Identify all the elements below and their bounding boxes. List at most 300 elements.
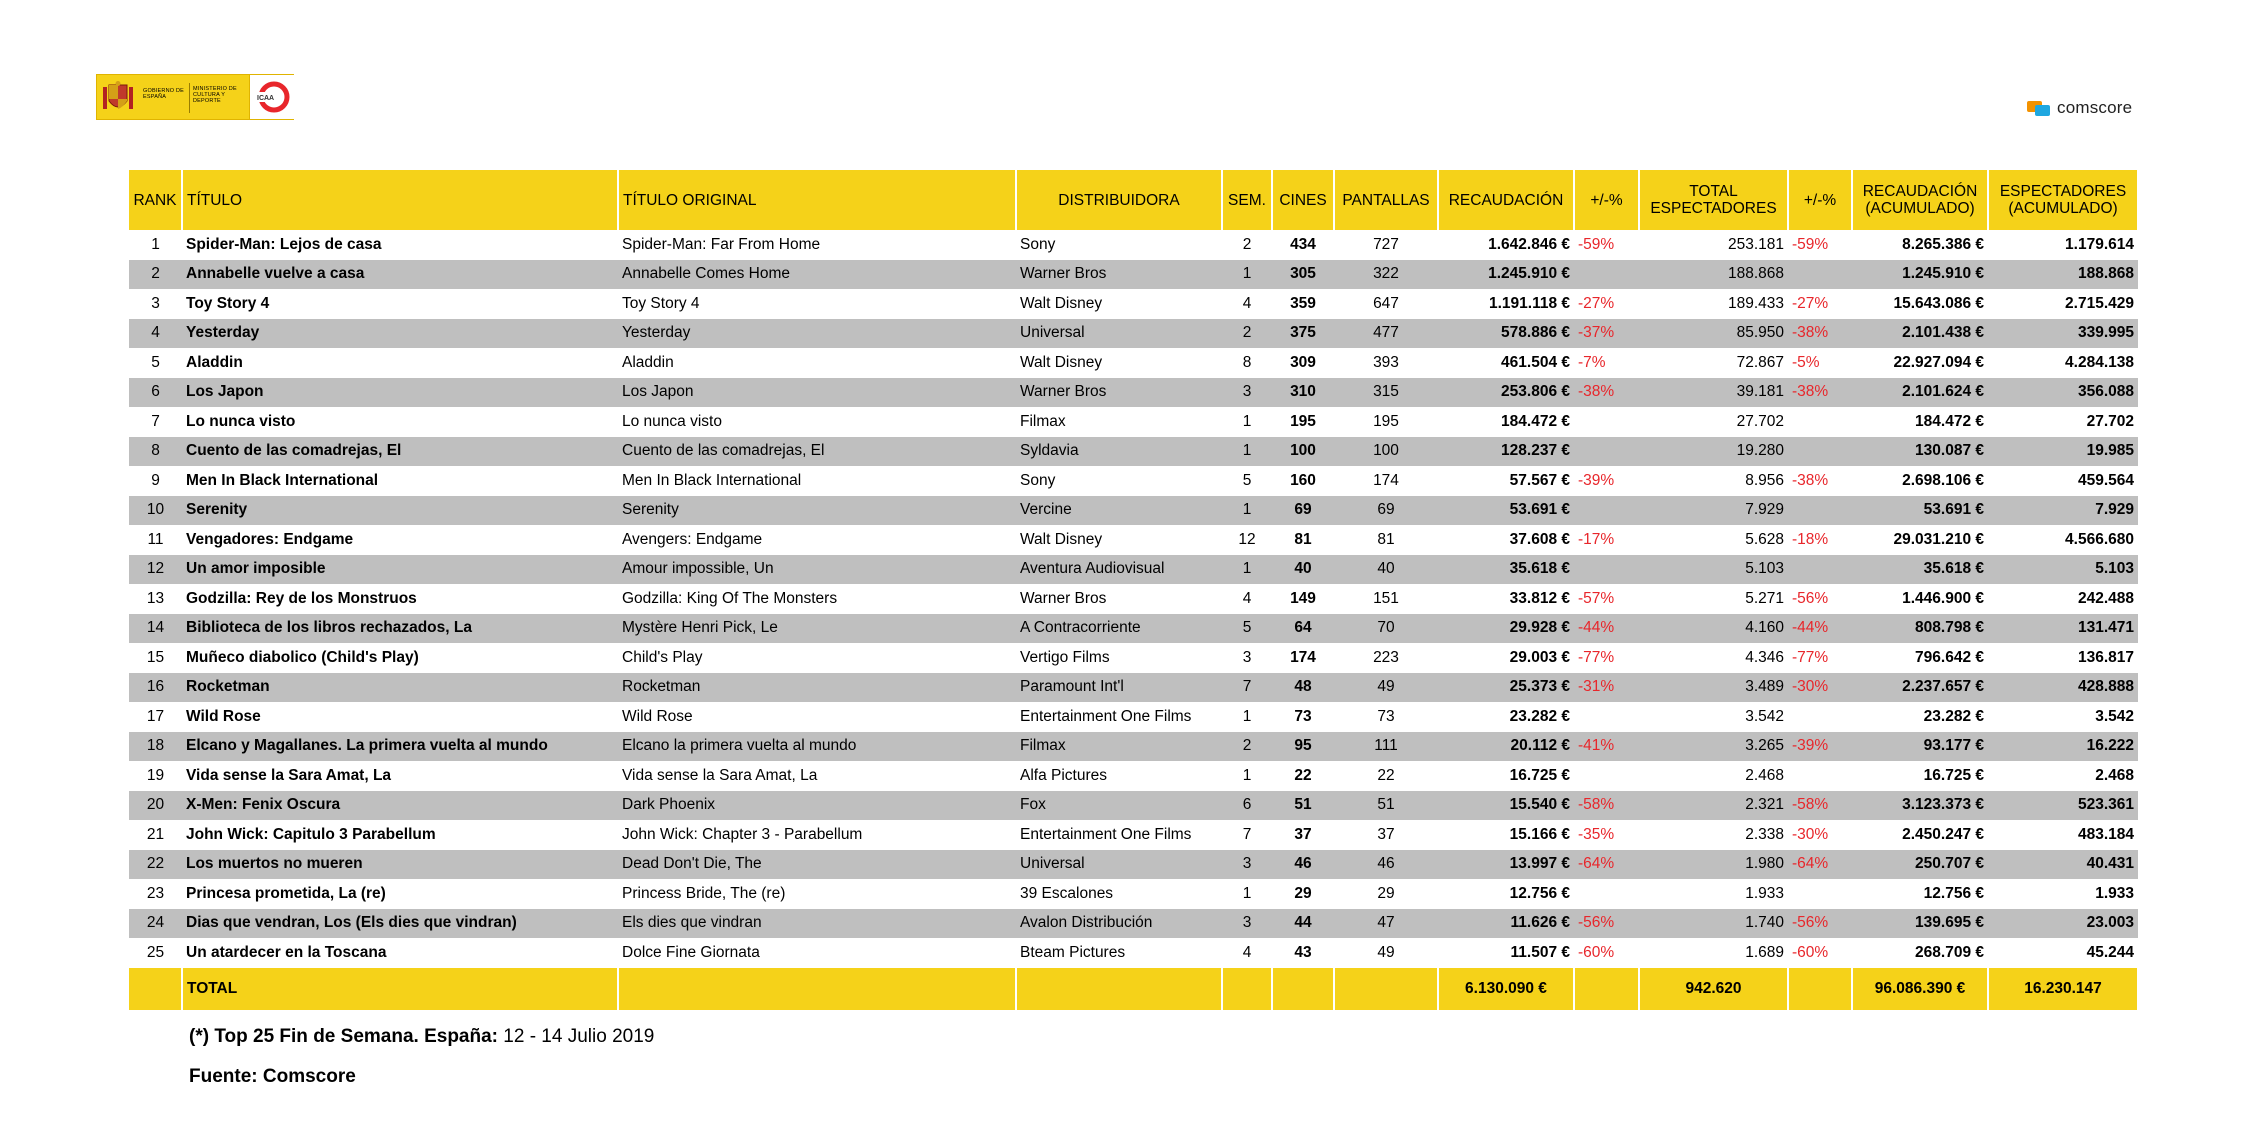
cell-rank: 4 bbox=[129, 319, 182, 349]
cell-weeks: 4 bbox=[1222, 938, 1272, 968]
col-header-screens: PANTALLAS bbox=[1334, 170, 1438, 230]
cell-rank: 14 bbox=[129, 614, 182, 644]
table-row bbox=[129, 614, 2138, 644]
cell-admissions-cumulative: 131.471 bbox=[1988, 614, 2138, 644]
cell-cinemas: 309 bbox=[1272, 348, 1334, 378]
table-row bbox=[129, 496, 2138, 526]
cell-rank: 16 bbox=[129, 673, 182, 703]
table-row bbox=[129, 879, 2138, 909]
comscore-logo bbox=[2027, 97, 2132, 119]
cell-gross-change: -41% bbox=[1574, 732, 1639, 762]
cell-gross-change: -57% bbox=[1574, 584, 1639, 614]
cell-original-title: Serenity bbox=[618, 496, 1016, 526]
table-row bbox=[129, 820, 2138, 850]
cell-rank: 12 bbox=[129, 555, 182, 585]
table-row bbox=[129, 702, 2138, 732]
cell-admissions-cumulative: 1.933 bbox=[1988, 879, 2138, 909]
total-cell-empty bbox=[618, 968, 1016, 1010]
cell-admissions-change: -27% bbox=[1788, 289, 1852, 319]
cell-admissions-cumulative: 19.985 bbox=[1988, 437, 2138, 467]
cell-admissions-change bbox=[1788, 407, 1852, 437]
total-label: TOTAL bbox=[182, 968, 618, 1010]
cell-gross-cumulative: 2.450.247 € bbox=[1852, 820, 1988, 850]
cell-weeks: 1 bbox=[1222, 407, 1272, 437]
cell-admissions: 1.980 bbox=[1639, 850, 1788, 880]
government-label: GOBIERNO DE ESPAÑA bbox=[143, 88, 185, 100]
cell-original-title: Vida sense la Sara Amat, La bbox=[618, 761, 1016, 791]
cell-original-title: Dolce Fine Giornata bbox=[618, 938, 1016, 968]
cell-admissions-cumulative: 5.103 bbox=[1988, 555, 2138, 585]
cell-distributor: Warner Bros bbox=[1016, 260, 1222, 290]
cell-gross: 33.812 € bbox=[1438, 584, 1574, 614]
cell-screens: 46 bbox=[1334, 850, 1438, 880]
cell-weeks: 1 bbox=[1222, 260, 1272, 290]
cell-title: Muñeco diabolico (Child's Play) bbox=[182, 643, 618, 673]
cell-admissions-cumulative: 1.179.614 bbox=[1988, 230, 2138, 260]
cell-weeks: 1 bbox=[1222, 879, 1272, 909]
cell-admissions: 189.433 bbox=[1639, 289, 1788, 319]
total-cell-empty bbox=[1574, 968, 1639, 1010]
cell-admissions: 5.103 bbox=[1639, 555, 1788, 585]
cell-distributor: Walt Disney bbox=[1016, 348, 1222, 378]
cell-screens: 49 bbox=[1334, 938, 1438, 968]
total-admissions: 942.620 bbox=[1639, 968, 1788, 1010]
cell-cinemas: 160 bbox=[1272, 466, 1334, 496]
table-row bbox=[129, 466, 2138, 496]
cell-gross-change: -58% bbox=[1574, 791, 1639, 821]
cell-cinemas: 51 bbox=[1272, 791, 1334, 821]
cell-weeks: 3 bbox=[1222, 850, 1272, 880]
cell-distributor: Sony bbox=[1016, 466, 1222, 496]
cell-screens: 22 bbox=[1334, 761, 1438, 791]
cell-gross-cumulative: 53.691 € bbox=[1852, 496, 1988, 526]
cell-original-title: Child's Play bbox=[618, 643, 1016, 673]
cell-admissions: 5.628 bbox=[1639, 525, 1788, 555]
cell-gross-cumulative: 2.101.438 € bbox=[1852, 319, 1988, 349]
cell-admissions: 3.489 bbox=[1639, 673, 1788, 703]
cell-distributor: Paramount Int'l bbox=[1016, 673, 1222, 703]
cell-admissions: 4.346 bbox=[1639, 643, 1788, 673]
cell-cinemas: 195 bbox=[1272, 407, 1334, 437]
cell-gross: 13.997 € bbox=[1438, 850, 1574, 880]
cell-gross-cumulative: 2.698.106 € bbox=[1852, 466, 1988, 496]
cell-admissions: 5.271 bbox=[1639, 584, 1788, 614]
cell-gross: 11.626 € bbox=[1438, 909, 1574, 939]
cell-gross-change bbox=[1574, 437, 1639, 467]
cell-gross-change: -59% bbox=[1574, 230, 1639, 260]
cell-original-title: Princess Bride, The (re) bbox=[618, 879, 1016, 909]
cell-screens: 37 bbox=[1334, 820, 1438, 850]
cell-cinemas: 29 bbox=[1272, 879, 1334, 909]
cell-gross-cumulative: 22.927.094 € bbox=[1852, 348, 1988, 378]
cell-screens: 49 bbox=[1334, 673, 1438, 703]
cell-distributor: Universal bbox=[1016, 319, 1222, 349]
cell-gross-cumulative: 35.618 € bbox=[1852, 555, 1988, 585]
cell-rank: 21 bbox=[129, 820, 182, 850]
cell-distributor: Warner Bros bbox=[1016, 584, 1222, 614]
table-row bbox=[129, 732, 2138, 762]
cell-admissions: 2.468 bbox=[1639, 761, 1788, 791]
cell-admissions: 8.956 bbox=[1639, 466, 1788, 496]
cell-gross: 53.691 € bbox=[1438, 496, 1574, 526]
cell-admissions-change: -64% bbox=[1788, 850, 1852, 880]
cell-screens: 223 bbox=[1334, 643, 1438, 673]
cell-gross: 578.886 € bbox=[1438, 319, 1574, 349]
cell-screens: 47 bbox=[1334, 909, 1438, 939]
cell-admissions-change: -56% bbox=[1788, 584, 1852, 614]
comscore-wordmark: comscore bbox=[2057, 98, 2133, 117]
cell-gross-change bbox=[1574, 496, 1639, 526]
cell-screens: 174 bbox=[1334, 466, 1438, 496]
footnote bbox=[189, 1026, 654, 1048]
cell-admissions: 3.265 bbox=[1639, 732, 1788, 762]
cell-title: Biblioteca de los libros rechazados, La bbox=[182, 614, 618, 644]
cell-weeks: 3 bbox=[1222, 378, 1272, 408]
cell-gross-change: -38% bbox=[1574, 378, 1639, 408]
col-header-admissions-change: +/-% bbox=[1788, 170, 1852, 230]
cell-admissions-change: -44% bbox=[1788, 614, 1852, 644]
cell-distributor: Vertigo Films bbox=[1016, 643, 1222, 673]
ministry-label: MINISTERIO DE CULTURA Y DEPORTE bbox=[193, 86, 237, 104]
cell-distributor: Vercine bbox=[1016, 496, 1222, 526]
cell-gross-cumulative: 1.245.910 € bbox=[1852, 260, 1988, 290]
cell-distributor: Filmax bbox=[1016, 732, 1222, 762]
cell-admissions-change bbox=[1788, 761, 1852, 791]
table-row bbox=[129, 260, 2138, 290]
cell-rank: 7 bbox=[129, 407, 182, 437]
cell-gross: 461.504 € bbox=[1438, 348, 1574, 378]
cell-distributor: Bteam Pictures bbox=[1016, 938, 1222, 968]
cell-cinemas: 69 bbox=[1272, 496, 1334, 526]
cell-gross-cumulative: 2.237.657 € bbox=[1852, 673, 1988, 703]
cell-screens: 81 bbox=[1334, 525, 1438, 555]
footnote-label: (*) Top 25 Fin de Semana. España: bbox=[189, 1026, 498, 1047]
cell-rank: 18 bbox=[129, 732, 182, 762]
cell-title: Men In Black International bbox=[182, 466, 618, 496]
cell-gross-change bbox=[1574, 879, 1639, 909]
cell-gross: 253.806 € bbox=[1438, 378, 1574, 408]
cell-distributor: A Contracorriente bbox=[1016, 614, 1222, 644]
icaa-icon bbox=[254, 79, 290, 115]
ministry-logo bbox=[96, 74, 294, 120]
col-header-weeks: SEM. bbox=[1222, 170, 1272, 230]
cell-weeks: 1 bbox=[1222, 437, 1272, 467]
table-row bbox=[129, 791, 2138, 821]
cell-weeks: 1 bbox=[1222, 702, 1272, 732]
cell-admissions-change bbox=[1788, 260, 1852, 290]
cell-gross-change: -44% bbox=[1574, 614, 1639, 644]
cell-gross: 29.003 € bbox=[1438, 643, 1574, 673]
cell-admissions: 2.338 bbox=[1639, 820, 1788, 850]
table-row bbox=[129, 407, 2138, 437]
cell-admissions-change: -58% bbox=[1788, 791, 1852, 821]
col-header-cinemas: CINES bbox=[1272, 170, 1334, 230]
cell-admissions-change bbox=[1788, 702, 1852, 732]
cell-gross-cumulative: 268.709 € bbox=[1852, 938, 1988, 968]
cell-rank: 13 bbox=[129, 584, 182, 614]
cell-admissions-cumulative: 459.564 bbox=[1988, 466, 2138, 496]
cell-gross-change: -64% bbox=[1574, 850, 1639, 880]
cell-weeks: 4 bbox=[1222, 584, 1272, 614]
cell-title: Vengadores: Endgame bbox=[182, 525, 618, 555]
cell-title: Serenity bbox=[182, 496, 618, 526]
cell-screens: 29 bbox=[1334, 879, 1438, 909]
cell-original-title: Amour impossible, Un bbox=[618, 555, 1016, 585]
cell-admissions-cumulative: 3.542 bbox=[1988, 702, 2138, 732]
cell-title: Los muertos no mueren bbox=[182, 850, 618, 880]
cell-screens: 73 bbox=[1334, 702, 1438, 732]
cell-title: Princesa prometida, La (re) bbox=[182, 879, 618, 909]
cell-admissions: 4.160 bbox=[1639, 614, 1788, 644]
cell-original-title: Cuento de las comadrejas, El bbox=[618, 437, 1016, 467]
cell-title: Un atardecer en la Toscana bbox=[182, 938, 618, 968]
cell-rank: 2 bbox=[129, 260, 182, 290]
cell-original-title: Els dies que vindran bbox=[618, 909, 1016, 939]
cell-cinemas: 310 bbox=[1272, 378, 1334, 408]
cell-admissions-cumulative: 242.488 bbox=[1988, 584, 2138, 614]
cell-weeks: 5 bbox=[1222, 614, 1272, 644]
cell-gross: 35.618 € bbox=[1438, 555, 1574, 585]
cell-gross: 20.112 € bbox=[1438, 732, 1574, 762]
cell-weeks: 4 bbox=[1222, 289, 1272, 319]
cell-title: John Wick: Capitulo 3 Parabellum bbox=[182, 820, 618, 850]
cell-gross: 1.191.118 € bbox=[1438, 289, 1574, 319]
cell-admissions-change: -59% bbox=[1788, 230, 1852, 260]
cell-distributor: Filmax bbox=[1016, 407, 1222, 437]
cell-cinemas: 100 bbox=[1272, 437, 1334, 467]
cell-original-title: Spider-Man: Far From Home bbox=[618, 230, 1016, 260]
cell-weeks: 12 bbox=[1222, 525, 1272, 555]
cell-distributor: Walt Disney bbox=[1016, 525, 1222, 555]
cell-admissions-cumulative: 40.431 bbox=[1988, 850, 2138, 880]
cell-rank: 5 bbox=[129, 348, 182, 378]
cell-screens: 69 bbox=[1334, 496, 1438, 526]
cell-admissions-cumulative: 523.361 bbox=[1988, 791, 2138, 821]
cell-rank: 6 bbox=[129, 378, 182, 408]
cell-gross: 11.507 € bbox=[1438, 938, 1574, 968]
cell-cinemas: 95 bbox=[1272, 732, 1334, 762]
cell-distributor: Walt Disney bbox=[1016, 289, 1222, 319]
cell-gross-change: -39% bbox=[1574, 466, 1639, 496]
total-cell-empty bbox=[1272, 968, 1334, 1010]
table-row bbox=[129, 378, 2138, 408]
cell-original-title: Avengers: Endgame bbox=[618, 525, 1016, 555]
cell-admissions-cumulative: 188.868 bbox=[1988, 260, 2138, 290]
cell-original-title: Mystère Henri Pick, Le bbox=[618, 614, 1016, 644]
cell-weeks: 6 bbox=[1222, 791, 1272, 821]
table-row bbox=[129, 938, 2138, 968]
cell-admissions: 7.929 bbox=[1639, 496, 1788, 526]
cell-gross-cumulative: 15.643.086 € bbox=[1852, 289, 1988, 319]
col-header-distributor: DISTRIBUIDORA bbox=[1016, 170, 1222, 230]
cell-screens: 195 bbox=[1334, 407, 1438, 437]
cell-admissions-change: -38% bbox=[1788, 319, 1852, 349]
cell-distributor: Warner Bros bbox=[1016, 378, 1222, 408]
comscore-icon bbox=[2027, 99, 2051, 117]
cell-original-title: Godzilla: King Of The Monsters bbox=[618, 584, 1016, 614]
cell-cinemas: 81 bbox=[1272, 525, 1334, 555]
icaa-logo bbox=[249, 75, 295, 119]
cell-admissions-change: -5% bbox=[1788, 348, 1852, 378]
cell-original-title: Dead Don't Die, The bbox=[618, 850, 1016, 880]
cell-rank: 20 bbox=[129, 791, 182, 821]
cell-original-title: Los Japon bbox=[618, 378, 1016, 408]
footnote-dates: 12 - 14 Julio 2019 bbox=[498, 1026, 655, 1047]
cell-gross-change: -77% bbox=[1574, 643, 1639, 673]
cell-distributor: Entertainment One Films bbox=[1016, 820, 1222, 850]
cell-original-title: Aladdin bbox=[618, 348, 1016, 378]
cell-title: Aladdin bbox=[182, 348, 618, 378]
cell-gross-cumulative: 184.472 € bbox=[1852, 407, 1988, 437]
cell-admissions-cumulative: 4.566.680 bbox=[1988, 525, 2138, 555]
cell-gross: 16.725 € bbox=[1438, 761, 1574, 791]
cell-cinemas: 43 bbox=[1272, 938, 1334, 968]
cell-weeks: 8 bbox=[1222, 348, 1272, 378]
cell-admissions: 1.933 bbox=[1639, 879, 1788, 909]
cell-weeks: 1 bbox=[1222, 761, 1272, 791]
table-row bbox=[129, 584, 2138, 614]
cell-original-title: Lo nunca visto bbox=[618, 407, 1016, 437]
cell-gross: 1.245.910 € bbox=[1438, 260, 1574, 290]
box-office-table bbox=[129, 170, 2139, 1010]
cell-cinemas: 48 bbox=[1272, 673, 1334, 703]
cell-rank: 19 bbox=[129, 761, 182, 791]
cell-cinemas: 375 bbox=[1272, 319, 1334, 349]
cell-gross-change bbox=[1574, 407, 1639, 437]
cell-gross: 1.642.846 € bbox=[1438, 230, 1574, 260]
cell-rank: 10 bbox=[129, 496, 182, 526]
cell-admissions-cumulative: 4.284.138 bbox=[1988, 348, 2138, 378]
table-row bbox=[129, 909, 2138, 939]
cell-gross-change bbox=[1574, 555, 1639, 585]
cell-screens: 477 bbox=[1334, 319, 1438, 349]
cell-distributor: Syldavia bbox=[1016, 437, 1222, 467]
cell-cinemas: 149 bbox=[1272, 584, 1334, 614]
cell-original-title: Rocketman bbox=[618, 673, 1016, 703]
cell-rank: 1 bbox=[129, 230, 182, 260]
cell-admissions-change: -30% bbox=[1788, 673, 1852, 703]
source-note: Fuente: Comscore bbox=[189, 1066, 356, 1087]
cell-admissions-cumulative: 136.817 bbox=[1988, 643, 2138, 673]
cell-title: Toy Story 4 bbox=[182, 289, 618, 319]
cell-admissions: 19.280 bbox=[1639, 437, 1788, 467]
table-row bbox=[129, 555, 2138, 585]
cell-gross: 57.567 € bbox=[1438, 466, 1574, 496]
cell-gross-change: -7% bbox=[1574, 348, 1639, 378]
cell-admissions: 253.181 bbox=[1639, 230, 1788, 260]
col-header-admissions: TOTAL ESPECTADORES bbox=[1639, 170, 1788, 230]
cell-admissions-change: -38% bbox=[1788, 378, 1852, 408]
cell-gross-change: -60% bbox=[1574, 938, 1639, 968]
cell-gross-change: -31% bbox=[1574, 673, 1639, 703]
cell-rank: 24 bbox=[129, 909, 182, 939]
cell-original-title: Toy Story 4 bbox=[618, 289, 1016, 319]
cell-gross-cumulative: 8.265.386 € bbox=[1852, 230, 1988, 260]
cell-gross-cumulative: 2.101.624 € bbox=[1852, 378, 1988, 408]
cell-cinemas: 359 bbox=[1272, 289, 1334, 319]
cell-admissions: 72.867 bbox=[1639, 348, 1788, 378]
cell-title: Rocketman bbox=[182, 673, 618, 703]
total-admissions-cumulative: 16.230.147 bbox=[1988, 968, 2138, 1010]
total-cell-empty bbox=[1016, 968, 1222, 1010]
cell-cinemas: 46 bbox=[1272, 850, 1334, 880]
table-row bbox=[129, 850, 2138, 880]
table-row bbox=[129, 525, 2138, 555]
col-header-gross-cumulative: RECAUDACIÓN (ACUMULADO) bbox=[1852, 170, 1988, 230]
cell-cinemas: 37 bbox=[1272, 820, 1334, 850]
cell-rank: 22 bbox=[129, 850, 182, 880]
cell-gross-change: -27% bbox=[1574, 289, 1639, 319]
cell-distributor: Aventura Audiovisual bbox=[1016, 555, 1222, 585]
cell-weeks: 7 bbox=[1222, 820, 1272, 850]
cell-admissions-change bbox=[1788, 496, 1852, 526]
table-row bbox=[129, 761, 2138, 791]
cell-cinemas: 73 bbox=[1272, 702, 1334, 732]
cell-admissions: 188.868 bbox=[1639, 260, 1788, 290]
table-row bbox=[129, 643, 2138, 673]
cell-gross-change: -35% bbox=[1574, 820, 1639, 850]
cell-admissions-cumulative: 2.468 bbox=[1988, 761, 2138, 791]
cell-cinemas: 174 bbox=[1272, 643, 1334, 673]
cell-admissions-cumulative: 45.244 bbox=[1988, 938, 2138, 968]
cell-rank: 3 bbox=[129, 289, 182, 319]
cell-gross: 184.472 € bbox=[1438, 407, 1574, 437]
cell-gross: 15.540 € bbox=[1438, 791, 1574, 821]
cell-gross-change: -56% bbox=[1574, 909, 1639, 939]
cell-admissions: 3.542 bbox=[1639, 702, 1788, 732]
cell-admissions-cumulative: 339.995 bbox=[1988, 319, 2138, 349]
cell-weeks: 2 bbox=[1222, 230, 1272, 260]
cell-gross-change: -37% bbox=[1574, 319, 1639, 349]
cell-gross-change bbox=[1574, 761, 1639, 791]
table-row bbox=[129, 230, 2138, 260]
cell-title: X-Men: Fenix Oscura bbox=[182, 791, 618, 821]
cell-gross-cumulative: 130.087 € bbox=[1852, 437, 1988, 467]
cell-rank: 9 bbox=[129, 466, 182, 496]
cell-gross-cumulative: 1.446.900 € bbox=[1852, 584, 1988, 614]
cell-title: Un amor imposible bbox=[182, 555, 618, 585]
cell-distributor: Universal bbox=[1016, 850, 1222, 880]
cell-admissions-cumulative: 428.888 bbox=[1988, 673, 2138, 703]
cell-admissions: 1.740 bbox=[1639, 909, 1788, 939]
cell-admissions-change: -56% bbox=[1788, 909, 1852, 939]
table-row bbox=[129, 673, 2138, 703]
cell-screens: 315 bbox=[1334, 378, 1438, 408]
cell-title: Vida sense la Sara Amat, La bbox=[182, 761, 618, 791]
cell-admissions-cumulative: 7.929 bbox=[1988, 496, 2138, 526]
cell-admissions-change bbox=[1788, 879, 1852, 909]
cell-original-title: Elcano la primera vuelta al mundo bbox=[618, 732, 1016, 762]
cell-cinemas: 434 bbox=[1272, 230, 1334, 260]
table-header-row bbox=[129, 170, 2138, 230]
cell-rank: 23 bbox=[129, 879, 182, 909]
cell-screens: 647 bbox=[1334, 289, 1438, 319]
table-body bbox=[129, 230, 2138, 968]
col-header-gross: RECAUDACIÓN bbox=[1438, 170, 1574, 230]
cell-screens: 727 bbox=[1334, 230, 1438, 260]
cell-rank: 8 bbox=[129, 437, 182, 467]
total-gross-cumulative: 96.086.390 € bbox=[1852, 968, 1988, 1010]
total-cell-empty bbox=[1222, 968, 1272, 1010]
cell-gross-cumulative: 808.798 € bbox=[1852, 614, 1988, 644]
cell-weeks: 2 bbox=[1222, 732, 1272, 762]
cell-gross: 12.756 € bbox=[1438, 879, 1574, 909]
cell-title: Yesterday bbox=[182, 319, 618, 349]
cell-admissions-cumulative: 356.088 bbox=[1988, 378, 2138, 408]
cell-gross-cumulative: 250.707 € bbox=[1852, 850, 1988, 880]
cell-admissions-change bbox=[1788, 437, 1852, 467]
cell-admissions: 2.321 bbox=[1639, 791, 1788, 821]
